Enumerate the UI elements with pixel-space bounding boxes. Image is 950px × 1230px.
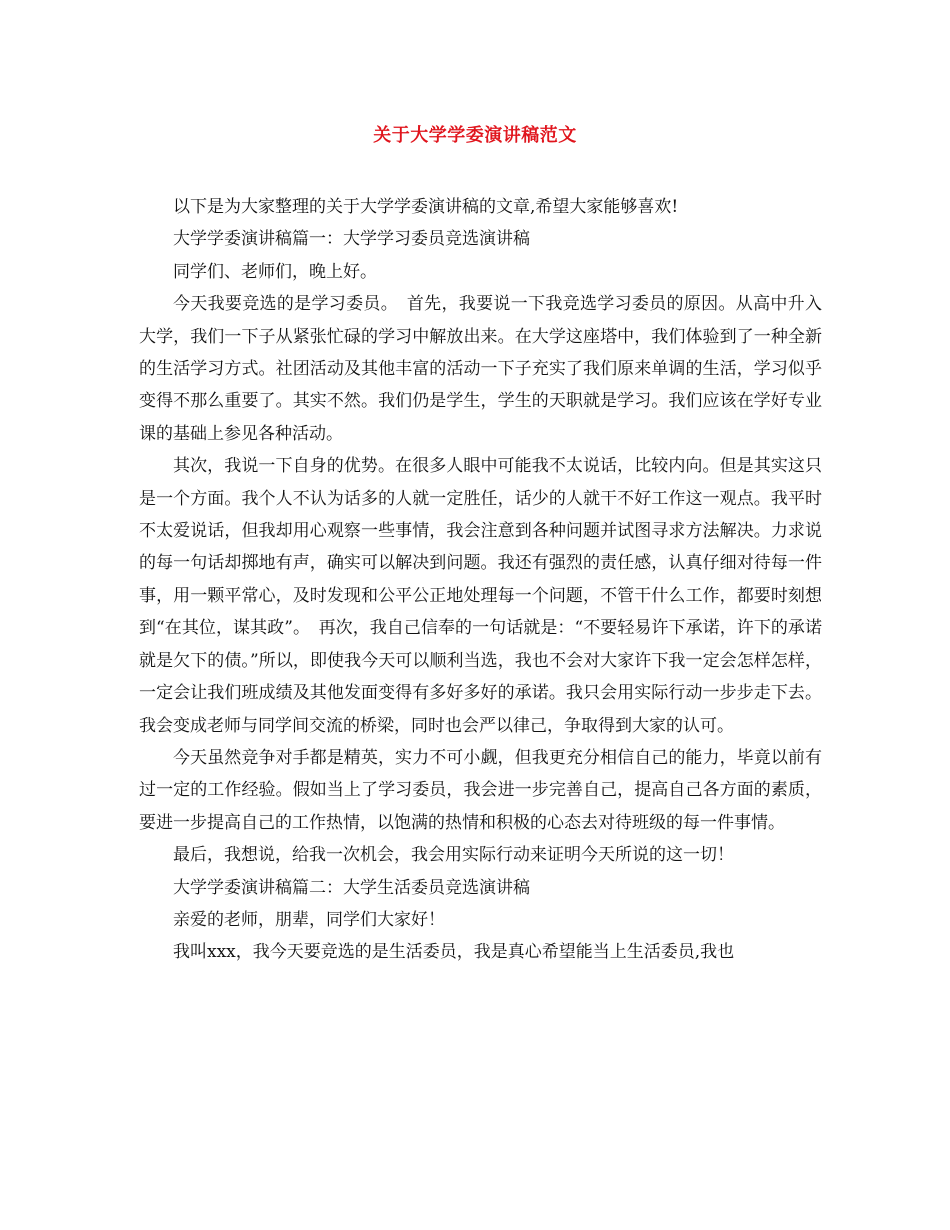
paragraph-greeting-2: 亲爱的老师，朋辈，同学们大家好！ bbox=[173, 909, 445, 930]
paragraph-body-5: 我叫xxx，我今天要竞选的是生活委员，我是真心希望能当上生活委员,我也 bbox=[173, 942, 735, 963]
paragraph-section-heading-2: 大学学委演讲稿篇二：大学生活委员竞选演讲稿 bbox=[173, 877, 530, 898]
paragraph-body-3: 今天虽然竞争对手都是精英，实力不可小觑，但我更充分相信自己的能力，毕竟以前有过一定的工作经验。假如当上了学习委员，我会进一步完善自己，提高自己各方面的素质，要进一步提高自己的工作热情，以饱满的热情和积极的心态去对待班级的每一件事情。 bbox=[139, 747, 822, 833]
paragraph-intro: 以下是为大家整理的关于大学学委演讲稿的文章,希望大家能够喜欢! bbox=[173, 197, 679, 217]
paragraph-body-2: 其次，我说一下自身的优势。在很多人眼中可能我不太说话，比较内向。但是其实这只是一个方面。我个人不认为话多的人就一定胜任，话少的人就干不好工作这一观点。我平时不太爱说话，但我却用心观察一些事情，我会注意到各种问题并试图寻求方法解决。力求说的每一句话却掷地有声，确实可以解决到问题。我还有强烈的责任感，认真仔细对待每一件事，用一颗平常心，及时发现和公平公正地处理每一个问题，不管干什么工作，都要时刻想到“在其位，谋其政”。 再次，我自己信奉的一句话就是：“不要轻易许下承诺，许下的承诺就是欠下的债。”所以，即使我今天可以顺利当选，我也不会对大家许下我一定会怎样怎样，一定会让我们班成绩及其他发面变得有多好多好的承诺。我只会用实际行动一步步走下去。我会变成老师与同学间交流的桥梁，同时也会严以律己，争取得到大家的认可。 bbox=[139, 456, 822, 736]
document-body bbox=[139, 191, 822, 969]
paragraph-section-heading-1: 大学学委演讲稿篇一：大学学习委员竞选演讲稿 bbox=[173, 229, 530, 250]
paragraph-body-1: 今天我要竞选的是学习委员。 首先，我要说一下我竞选学习委员的原因。从高中升入大学，我们一下子从紧张忙碌的学习中解放出来。在大学这座塔中，我们体验到了一种全新的生活学习方式。社团活动及其他丰富的活动一下子充实了我们原来单调的生活，学习似乎变得不那么重要了。其实不然。我们仍是学生，学生的天职就是学习。我们应该在学好专业课的基础上参见各种活动。 bbox=[139, 294, 822, 444]
paragraph-greeting-1: 同学们、老师们，晚上好。 bbox=[173, 261, 377, 282]
document-title: 关于大学学委演讲稿范文 bbox=[373, 125, 577, 146]
paragraph-body-4: 最后，我想说，给我一次机会，我会用实际行动来证明今天所说的这一切！ bbox=[173, 845, 734, 866]
